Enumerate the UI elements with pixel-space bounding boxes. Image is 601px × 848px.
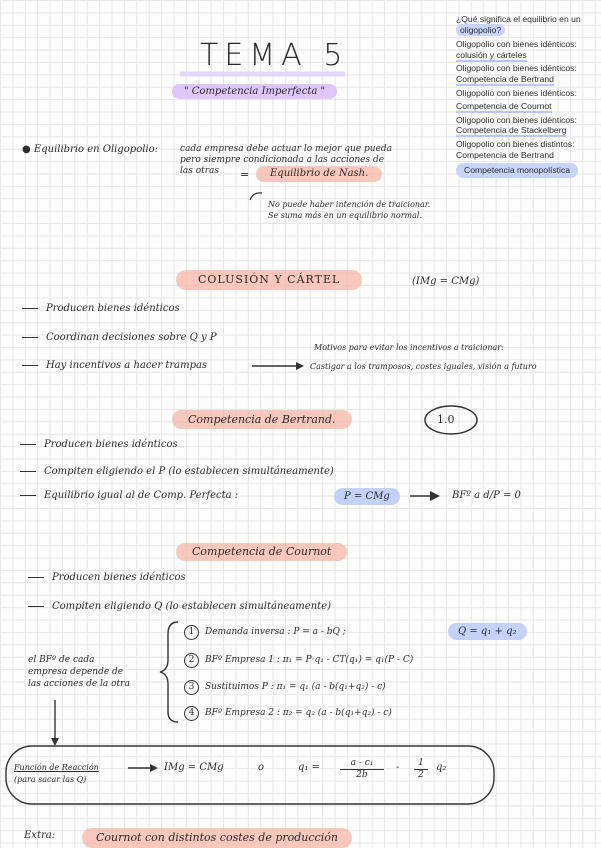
- dash-icon: [20, 495, 36, 496]
- bertrand-bullet-2: Compiten eligiendo el P (lo establecen simultáneamente): [20, 466, 334, 477]
- cournot-bullet-1: Producen bienes idénticos: [28, 572, 186, 583]
- sidebar-question: ¿Qué significa el equilibrio en un oligopolio?: [456, 14, 581, 35]
- dash-icon: [20, 444, 36, 445]
- arrow-head-icon: [296, 362, 304, 370]
- sidebar-question-cont[interactable]: oligopolio?: [456, 24, 505, 36]
- arrow-head-icon: [150, 764, 158, 772]
- reaction-imgcmg: IMg = CMg: [164, 762, 224, 773]
- reaction-half: 1 2: [414, 758, 428, 780]
- sidebar-item-stackelberg[interactable]: Oligopolio con bienes idénticos: Competencia de Stackelberg: [456, 114, 577, 136]
- extra-label: Extra:: [24, 830, 56, 841]
- cournot-step-3: 3 Sustituimos P : π₁ = q₁ (a - b(q₁+q₂) - c): [184, 680, 386, 695]
- reaction-minus: -: [396, 762, 400, 773]
- reaction-fraction: a - c₁ 2b: [340, 758, 384, 780]
- colusion-heading: COLUSIÓN Y CÁRTEL: [176, 270, 362, 290]
- dash-icon: [28, 606, 44, 607]
- sidebar-item-cournot[interactable]: Oligopolio con bienes idénticos: Competencia de Cournot: [456, 87, 577, 112]
- dash-icon: [22, 337, 38, 338]
- curve-arrow-icon: [250, 193, 262, 200]
- extra-heading: Cournot con distintos costes de producción: [82, 828, 352, 848]
- dash-icon: [28, 577, 44, 578]
- arrow-head-icon: [430, 491, 440, 501]
- sidebar-item-bertrand-distintos[interactable]: Oligopolio con bienes distintos: Competencia de Bertrand: [456, 138, 575, 160]
- dash-icon: [22, 365, 38, 366]
- bullet-dot-icon: ●: [22, 144, 31, 155]
- colusion-punish: Castigar a los tramposos, costes iguales, visión a futuro: [310, 362, 537, 371]
- equilibrium-note: No puede haber intención de traicionar. Se suma más en un equilibrio normal.: [268, 200, 431, 220]
- cournot-step-2: 2 BFº Empresa 1 : π₁ = P·q₁ - CT(q₁) = q₁(P - C): [184, 653, 413, 668]
- sidebar-item-monopolistica[interactable]: Competencia monopolística: [456, 163, 581, 178]
- sidebar-item-colusion[interactable]: Oligopolio con bienes idénticos: colusión y cárteles: [456, 39, 577, 60]
- dash-icon: [20, 471, 36, 472]
- cournot-step-4: 4 BFº Empresa 2 : π₂ = q₂ (a - b(q₁+q₂) - c): [184, 706, 392, 721]
- equilibrium-bullet: ● Equilibrio en Oligopolio:: [22, 144, 158, 155]
- arrow-head-icon: [51, 738, 59, 746]
- equals-sign: =: [240, 168, 250, 181]
- bertrand-bullet-3: Equilibrio igual al de Comp. Perfecta :: [20, 490, 238, 501]
- bertrand-equilibrium: P = CMg: [334, 488, 400, 505]
- bertrand-bf: BFº a d/P = 0: [452, 490, 521, 501]
- colusion-bullet-2: Coordinan decisiones sobre Q y P: [22, 332, 217, 343]
- score-badge: 1.0: [437, 413, 455, 426]
- colusion-bullet-1: Producen bienes idénticos: [22, 303, 180, 314]
- colusion-formula: (IMg = CMg): [412, 276, 480, 287]
- reaction-function: Función de Reacción (para sacar las Q): [14, 763, 99, 784]
- cournot-bullet-2: Compiten eligiendo Q (lo establecen simultáneamente): [28, 601, 331, 612]
- reaction-q2: q₂: [436, 762, 447, 773]
- colusion-bullet-3: Hay incentivos a hacer trampas: [22, 360, 207, 371]
- cournot-heading: Competencia de Cournot: [176, 543, 347, 561]
- cournot-left-note: el BFº de cada empresa depende de las acciones de la otra: [28, 655, 130, 689]
- cournot-step-1: 1 Demanda inversa : P = a - bQ ;: [184, 625, 346, 640]
- colusion-motive: Motivos para evitar los incentivos a traicionar:: [314, 343, 504, 352]
- reaction-q1: q₁ =: [298, 762, 320, 773]
- sidebar: [456, 14, 581, 178]
- nash-equilibrium-label: Equilibrio de Nash.: [256, 166, 382, 182]
- cournot-q-sum: Q = q₁ + q₂: [448, 623, 527, 640]
- brace-icon: [160, 622, 178, 722]
- page-subtitle: " Competencia Imperfecta ": [172, 84, 337, 99]
- bertrand-heading: Competencia de Bertrand.: [172, 410, 352, 429]
- dash-icon: [22, 308, 38, 309]
- page-title: TEMA 5: [200, 38, 349, 73]
- sidebar-item-bertrand[interactable]: Oligopolio con bienes idénticos: Competencia de Bertrand: [456, 63, 577, 84]
- reaction-or: o: [258, 762, 265, 773]
- equilibrium-definition: cada empresa debe actuar lo mejor que pueda pero siempre condicionada a las acciones de las otras: [180, 144, 393, 176]
- bertrand-bullet-1: Producen bienes idénticos: [20, 439, 178, 450]
